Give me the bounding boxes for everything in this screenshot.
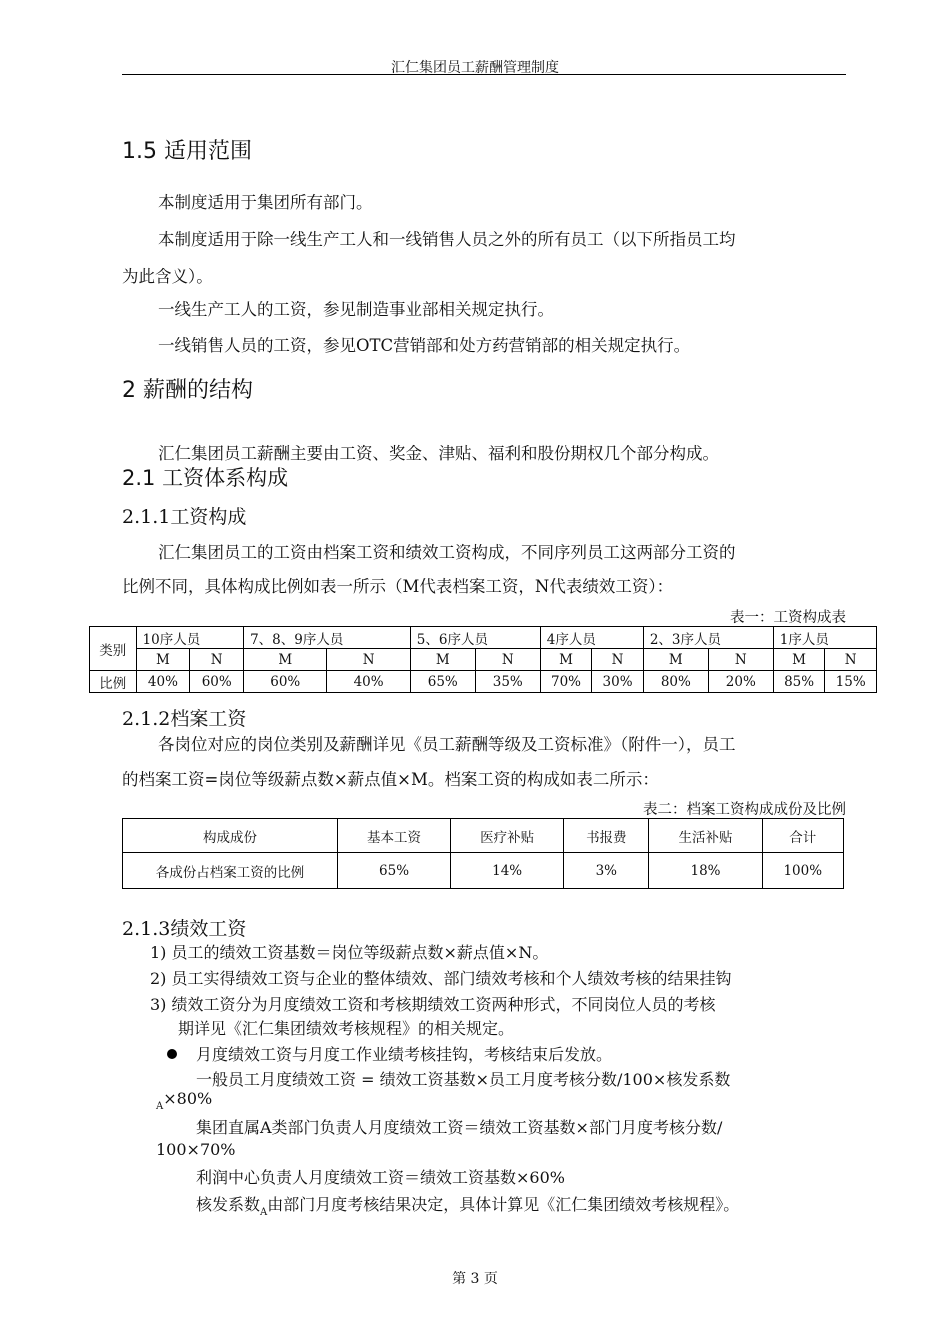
table1-caption: 表一：工资构成表 — [730, 610, 846, 626]
table1-sub-header: N — [475, 649, 540, 671]
page-header-title: 汇仁集团员工薪酬管理制度 — [391, 60, 559, 76]
table1-sub-header: N — [592, 649, 644, 671]
table1-type-label: 类别 — [90, 627, 137, 671]
s213-item-2: 2) 员工实得绩效工资与企业的整体绩效、部门绩效考核和个人绩效考核的结果挂钩 — [150, 969, 732, 988]
formula-1b-line — [156, 1089, 213, 1112]
salary-composition-table — [89, 626, 877, 693]
table1-group-header: 10序人员 — [136, 627, 244, 649]
table1-ratio-label: 比例 — [90, 671, 137, 693]
table2-header: 构成成份 — [123, 819, 338, 853]
table1-sub-header: M — [540, 649, 592, 671]
table1-group-header: 2、3序人员 — [643, 627, 773, 649]
s213-item-1: 1) 员工的绩效工资基数＝岗位等级薪点数×薪点值×N。 — [150, 943, 549, 962]
section-2-1-heading: 2.1 工资体系构成 — [122, 466, 289, 490]
s15-paragraph-4: 一线销售人员的工资，参见OTC营销部和处方药营销部的相关规定执行。 — [158, 336, 691, 355]
table1-group-header: 4序人员 — [540, 627, 643, 649]
table1-value: 70% — [540, 671, 592, 693]
table1-sub-header: M — [244, 649, 327, 671]
header-rule — [122, 74, 846, 75]
table1-sub-header: N — [708, 649, 773, 671]
table2-header: 基本工资 — [338, 819, 451, 853]
table2-value: 100% — [762, 853, 843, 889]
table1-value: 20% — [708, 671, 773, 693]
s213-item-3a: 3) 绩效工资分为月度绩效工资和考核期绩效工资两种形式，不同岗位人员的考核 — [150, 995, 716, 1014]
table2-row-label: 各成份占档案工资的比例 — [123, 853, 338, 889]
table2-header: 医疗补贴 — [451, 819, 564, 853]
formula-1-subscript: A — [156, 1101, 164, 1112]
table2-header: 生活补贴 — [649, 819, 762, 853]
section-2-1-3-heading: 2.1.3绩效工资 — [122, 918, 247, 940]
table1-value: 40% — [136, 671, 190, 693]
s2-paragraph-1: 汇仁集团员工薪酬主要由工资、奖金、津贴、福利和股份期权几个部分构成。 — [158, 444, 719, 463]
formula-4-subscript: A — [260, 1207, 268, 1218]
section-2-heading: 2 薪酬的结构 — [122, 378, 253, 403]
page-number: 第 3 页 — [452, 1271, 498, 1287]
s213-item-3b: 期详见《汇仁集团绩效考核规程》的相关规定。 — [178, 1019, 515, 1038]
table1-sub-header: N — [825, 649, 877, 671]
table1-sub-header: N — [327, 649, 410, 671]
table1-value: 15% — [825, 671, 877, 693]
file-salary-table — [122, 818, 844, 889]
s15-paragraph-2b: 为此含义）。 — [122, 267, 213, 286]
s15-paragraph-3: 一线生产工人的工资，参见制造事业部相关规定执行。 — [158, 300, 554, 319]
section-2-1-1-heading: 2.1.1工资构成 — [122, 506, 247, 528]
table1-value: 60% — [244, 671, 327, 693]
section-2-1-2-heading: 2.1.2档案工资 — [122, 708, 247, 730]
table1-value: 80% — [643, 671, 708, 693]
table1-group-header: 5、6序人员 — [410, 627, 540, 649]
table2-header: 书报费 — [564, 819, 649, 853]
formula-1b: ×80% — [163, 1089, 213, 1108]
table1-sub-header: M — [773, 649, 825, 671]
bullet-icon — [167, 1043, 177, 1062]
table2-header: 合计 — [762, 819, 843, 853]
table1-value: 60% — [190, 671, 244, 693]
formula-2a: 集团直属A类部门负责人月度绩效工资＝绩效工资基数×部门月度考核分数/ — [196, 1118, 723, 1137]
table1-sub-header: M — [410, 649, 475, 671]
table1-group-header: 7、8、9序人员 — [244, 627, 411, 649]
s212-paragraph-a: 各岗位对应的岗位类别及薪酬详见《员工薪酬等级及工资标准》（附件一），员工 — [158, 735, 736, 754]
formula-4-line — [196, 1192, 740, 1218]
table1-sub-header: M — [136, 649, 190, 671]
table2-value: 65% — [338, 853, 451, 889]
s15-paragraph-2a: 本制度适用于除一线生产工人和一线销售人员之外的所有员工（以下所指员工均 — [158, 230, 736, 249]
section-1-5-heading: 1.5 适用范围 — [122, 139, 252, 164]
s212-paragraph-b: 的档案工资=岗位等级薪点数×薪点值×M。档案工资的构成如表二所示： — [122, 770, 659, 789]
s211-paragraph-b: 比例不同，具体构成比例如表一所示（M代表档案工资，N代表绩效工资）： — [122, 577, 674, 596]
s15-paragraph-1: 本制度适用于集团所有部门。 — [158, 193, 373, 212]
table1-value: 65% — [410, 671, 475, 693]
table1-value: 40% — [327, 671, 410, 693]
table2-value: 18% — [649, 853, 762, 889]
formula-3: 利润中心负责人月度绩效工资＝绩效工资基数×60% — [196, 1168, 565, 1187]
formula-4b: 由部门月度考核结果决定，具体计算见《汇仁集团绩效考核规程》。 — [267, 1195, 740, 1214]
table1-sub-header: N — [190, 649, 244, 671]
table1-value: 35% — [475, 671, 540, 693]
table2-caption: 表二：档案工资构成成份及比例 — [643, 802, 846, 818]
table1-sub-header: M — [643, 649, 708, 671]
formula-2b: 100×70% — [156, 1140, 236, 1159]
table1-group-header: 1序人员 — [773, 627, 876, 649]
table2-value: 3% — [564, 853, 649, 889]
s211-paragraph-a: 汇仁集团员工的工资由档案工资和绩效工资构成，不同序列员工这两部分工资的 — [158, 543, 736, 562]
table1-value: 85% — [773, 671, 825, 693]
formula-4a: 核发系数 — [196, 1195, 261, 1214]
formula-1a: 一般员工月度绩效工资 = 绩效工资基数×员工月度考核分数/100×核发系数 — [196, 1070, 731, 1089]
s213-bullet-1: 月度绩效工资与月度工作业绩考核挂钩，考核结束后发放。 — [196, 1045, 613, 1064]
table2-value: 14% — [451, 853, 564, 889]
table1-value: 30% — [592, 671, 644, 693]
